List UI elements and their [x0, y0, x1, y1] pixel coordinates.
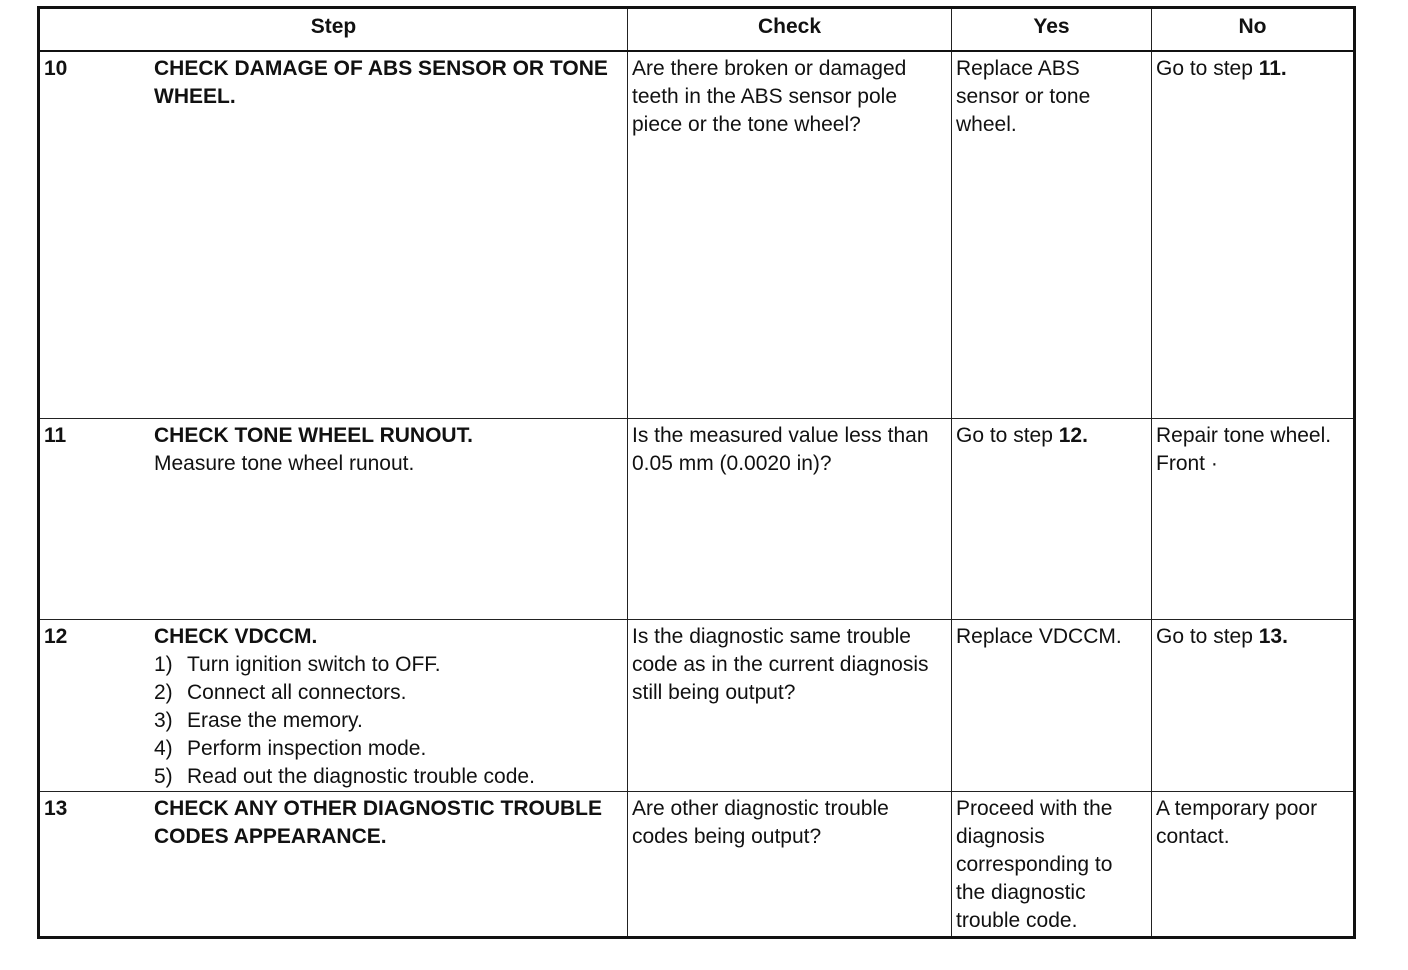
no-step-ref: 13. — [1258, 625, 1288, 648]
no-prefix: Go to step — [1156, 625, 1259, 648]
no-prefix: Go to step — [1156, 57, 1259, 80]
check-cell: Is the diagnostic same trouble code as in the current diagnosis still being output? — [628, 620, 952, 792]
table-row — [39, 419, 1355, 620]
header-yes: Yes — [952, 8, 1152, 52]
yes-prefix: Go to step — [956, 424, 1059, 447]
step-title: CHECK ANY OTHER DIAGNOSTIC TROUBLE CODES APPEARANCE. — [154, 797, 603, 848]
substep-number: 1) — [154, 653, 173, 676]
substep-number: 4) — [154, 737, 173, 760]
table-row — [39, 620, 1355, 792]
step-cell — [39, 419, 628, 620]
step-number: 13 — [44, 797, 68, 820]
substep-item — [154, 707, 623, 735]
substep-item — [154, 735, 623, 763]
table-row — [39, 51, 1355, 419]
check-cell: Are there broken or damaged teeth in the ABS sensor pole piece or the tone wheel? — [628, 51, 952, 419]
substep-number: 3) — [154, 709, 173, 732]
no-cell — [1152, 51, 1355, 419]
step-number: 12 — [44, 625, 68, 648]
substep-text: Erase the memory. — [187, 709, 363, 732]
table-row — [39, 792, 1355, 938]
substep-text: Read out the diagnostic trouble code. — [187, 765, 535, 788]
substep-item — [154, 679, 623, 707]
yes-cell — [952, 419, 1152, 620]
yes-cell: Proceed with the diagnosis corresponding to the diagnostic trouble code. — [952, 792, 1152, 938]
yes-cell: Replace VDCCM. — [952, 620, 1152, 792]
yes-cell: Replace ABS sensor or tone wheel. — [952, 51, 1152, 419]
check-cell: Is the measured value less than 0.05 mm (0.0020 in)? — [628, 419, 952, 620]
header-check: Check — [628, 8, 952, 52]
substep-text: Connect all connectors. — [187, 681, 407, 704]
step-title: CHECK TONE WHEEL RUNOUT. — [154, 424, 473, 447]
diagnostic-table — [37, 6, 1356, 939]
check-cell: Are other diagnostic trouble codes being output? — [628, 792, 952, 938]
substep-item — [154, 763, 623, 791]
header-no: No — [1152, 8, 1355, 52]
step-description: Measure tone wheel runout. — [154, 452, 415, 475]
substep-text: Turn ignition switch to OFF. — [187, 653, 441, 676]
no-step-ref: 11. — [1258, 57, 1287, 80]
step-cell — [39, 792, 628, 938]
substep-item — [154, 651, 623, 679]
no-cell: A temporary poor contact. — [1152, 792, 1355, 938]
no-cell: Repair tone wheel. Front · — [1152, 419, 1355, 620]
step-cell — [39, 620, 628, 792]
substep-text: Perform inspection mode. — [187, 737, 427, 760]
no-cell — [1152, 620, 1355, 792]
yes-step-ref: 12. — [1058, 424, 1088, 447]
step-title: CHECK DAMAGE OF ABS SENSOR OR TONE WHEEL. — [154, 57, 608, 108]
step-number: 10 — [44, 57, 68, 80]
substep-number: 2) — [154, 681, 173, 704]
step-number: 11 — [44, 424, 67, 447]
step-cell — [39, 51, 628, 419]
header-step: Step — [39, 8, 628, 52]
substep-number: 5) — [154, 765, 173, 788]
step-title: CHECK VDCCM. — [154, 625, 318, 648]
header-row — [39, 8, 1355, 52]
substep-list — [154, 651, 623, 791]
